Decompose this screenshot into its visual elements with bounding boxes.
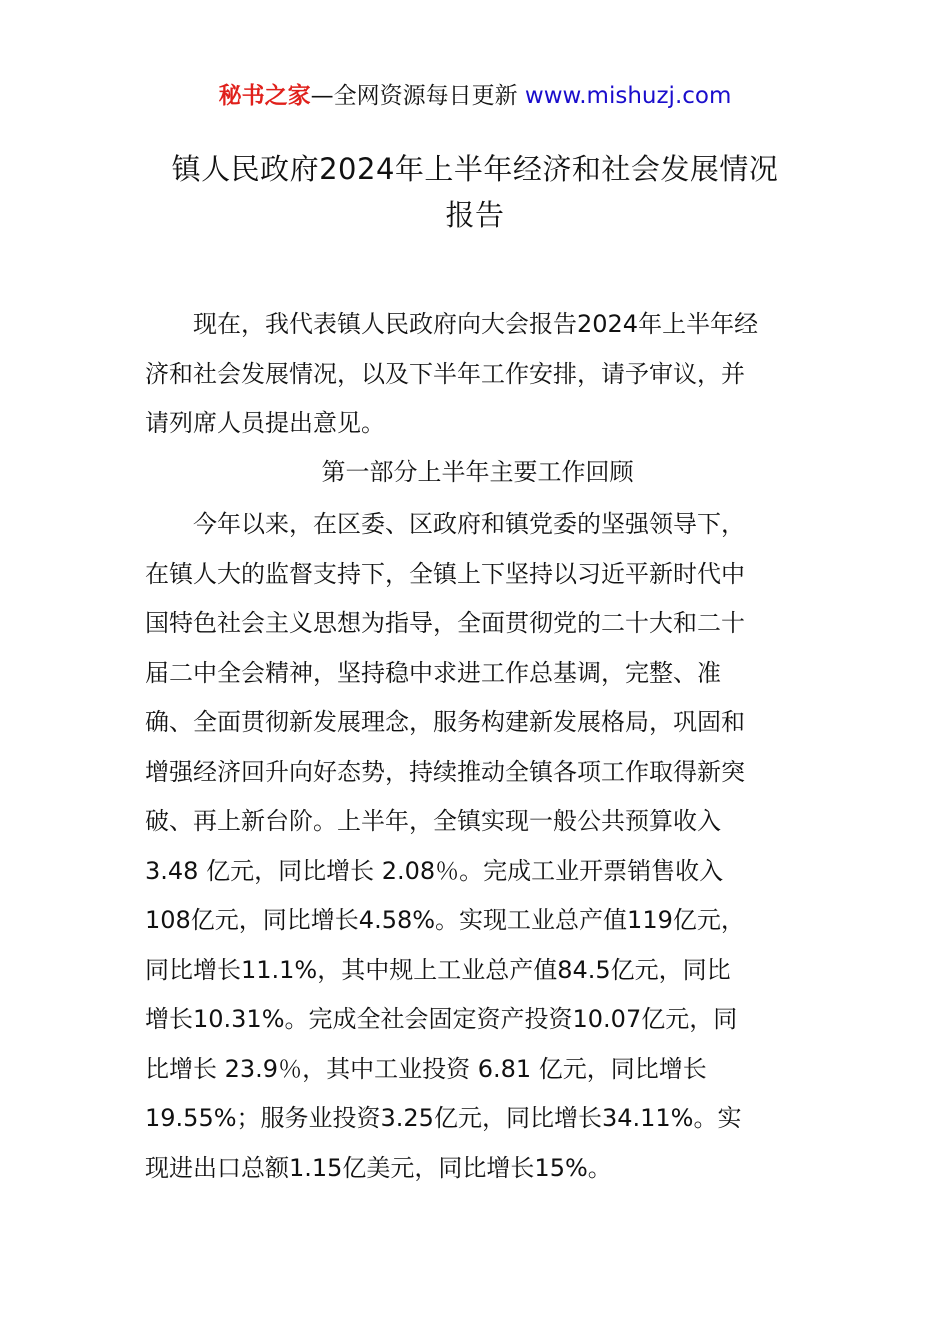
intro-line: 现在，我代表镇人民政府向大会报告2024年上半年经 (193, 310, 759, 338)
body-line: 19.55%；服务业投资3.25亿元，同比增长34.11%。实 (145, 1104, 742, 1132)
body-line: 破、再上新台阶。上半年，全镇实现一般公共预算收入 (145, 807, 721, 835)
body-line: 确、全面贯彻新发展理念，服务构建新发展格局，巩固和 (145, 708, 745, 736)
body-line: 3.48 亿元，同比增长 2.08％。完成工业开票销售收入 (145, 856, 724, 885)
intro-line: 济和社会发展情况，以及下半年工作安排，请予审议，并 (145, 359, 745, 388)
section-heading: 第一部分上半年主要工作回顾 (321, 458, 634, 486)
body-line: 届二中全会精神，坚持稳中求进工作总基调，完整、准 (145, 658, 721, 687)
body-paragraph (145, 500, 810, 1193)
title-line-2: 报告 (445, 198, 505, 232)
site-url-link[interactable]: www.mishuzj.com (524, 83, 732, 109)
document-title (140, 146, 810, 238)
body-line: 比增长 23.9％，其中工业投资 6.81 亿元，同比增长 (145, 1054, 707, 1083)
body-line: 今年以来，在区委、区政府和镇党委的坚强领导下， (193, 510, 745, 538)
intro-line: 请列席人员提出意见。 (145, 409, 385, 437)
body-line: 现进出口总额1.15亿美元，同比增长15%。 (145, 1153, 612, 1182)
body-line: 108亿元，同比增长4.58%。实现工业总产值119亿元， (145, 906, 745, 934)
header-tagline: —全网资源每日更新 (310, 83, 525, 109)
body-line: 增长10.31%。完成全社会固定资产投资10.07亿元，同 (145, 1005, 738, 1033)
site-header (0, 80, 950, 112)
title-line-1: 镇人民政府2024年上半年经济和社会发展情况 (171, 152, 779, 186)
body-line: 国特色社会主义思想为指导，全面贯彻党的二十大和二十 (145, 609, 745, 637)
intro-paragraph (145, 300, 810, 449)
body-line: 增强经济回升向好态势，持续推动全镇各项工作取得新突 (145, 757, 745, 786)
brand-name: 秘书之家 (218, 83, 311, 109)
body-line: 在镇人大的监督支持下，全镇上下坚持以习近平新时代中 (145, 559, 745, 588)
body-line: 同比增长11.1%，其中规上工业总产值84.5亿元，同比 (145, 955, 731, 984)
